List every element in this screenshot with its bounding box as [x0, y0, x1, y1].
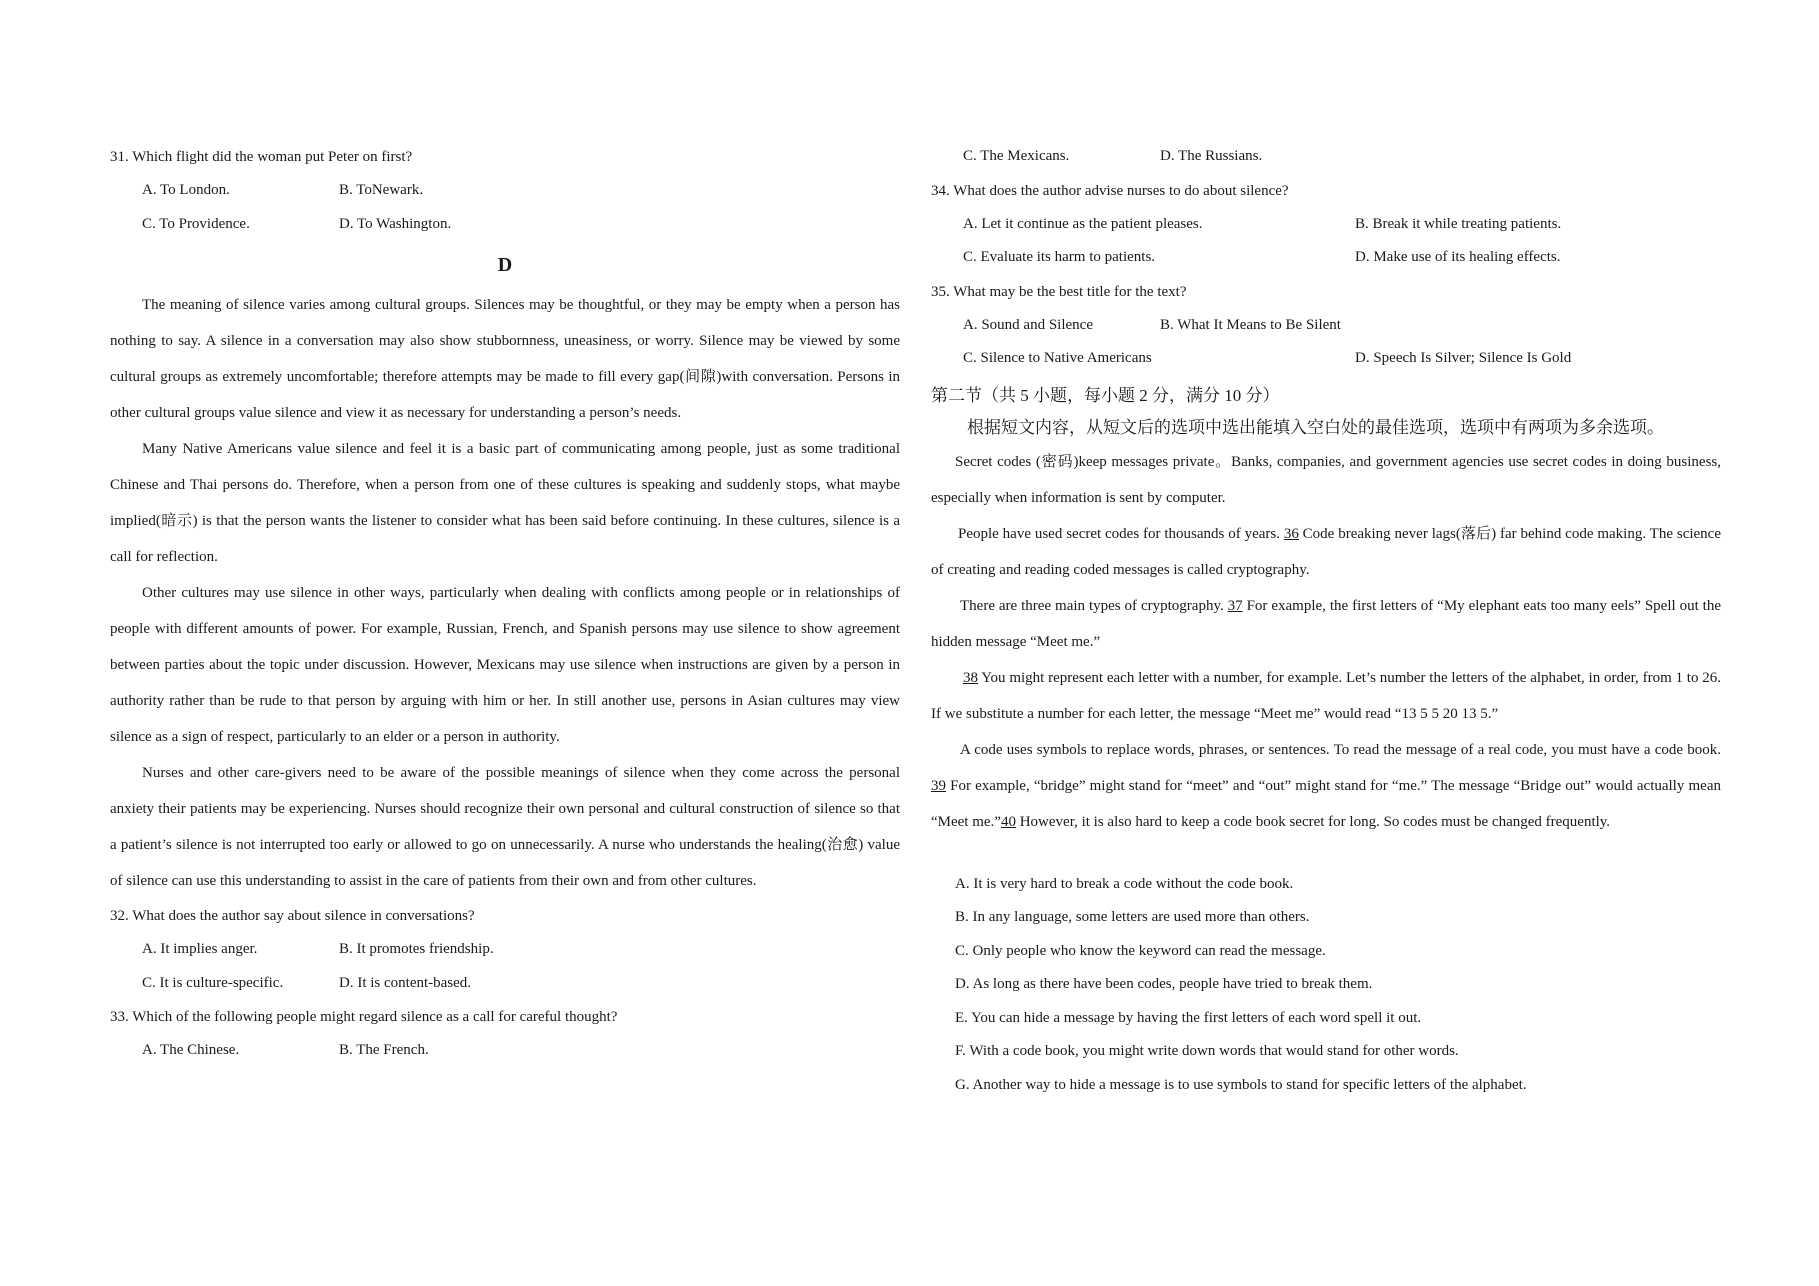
q32-option-c: C. It is culture-specific. [142, 974, 284, 991]
q34-option-c: C. Evaluate its harm to patients. [963, 249, 1156, 265]
q32-option-a: A. It implies anger. [142, 941, 258, 957]
question-32-stem: 32. What does the author say about silence in conversations? [110, 908, 475, 924]
cloze-p3-text-end: For example, the first letters of “My elephant eats too many eels” Spell out the hidden message “Meet me.” [931, 597, 1721, 650]
q31-option-d: D. To Washington. [339, 215, 452, 232]
answer-choices-list [931, 868, 1721, 1103]
section-2-title: 第二节（共 5 小题，每小题 2 分，满分 10 分） [931, 385, 1280, 405]
q35-option-d: D. Speech Is Silver; Silence Is Gold [1355, 350, 1572, 366]
q31-option-c: C. To Providence. [142, 215, 250, 232]
q35-option-c: C. Silence to Native Americans [963, 350, 1152, 366]
question-34-options-row-1 [931, 208, 1721, 242]
question-34-stem: 34. What does the author advise nurses to do about silence? [931, 182, 1289, 199]
passage-d-paragraph-2: Many Native Americans value silence and feel it is a basic part of communicating among people, just as some traditional Chinese and Thai persons do. Therefore, when a person from one of these cultures is speaking and suddenly stops, what maybe implied(暗示) is that the person wants the listener to consider what has been said before continuing. In these cultures, silence is a call for reflection. [110, 441, 900, 565]
cloze-paragraph-4 [931, 660, 1721, 732]
question-35-options-row-1 [931, 309, 1721, 343]
q32-option-b: B. It promotes friendship. [339, 941, 494, 957]
blank-37: 37 [1227, 597, 1243, 614]
section-2-instruction: 根据短文内容，从短文后的选项中选出能填入空白处的最佳选项，选项中有两项为多余选项。 [967, 417, 1664, 437]
choice-g: G. Another way to hide a message is to use symbols to stand for specific letters of the alphabet. [955, 1076, 1527, 1093]
cloze-p3-text-start: There are three main types of cryptography. [960, 597, 1228, 614]
q33-option-c: C. The Mexicans. [963, 148, 1070, 164]
question-33-options-row-1 [110, 1034, 900, 1068]
choice-e: E. You can hide a message by having the first letters of each word spell it out. [955, 1009, 1422, 1026]
question-31-options-row-2 [110, 208, 900, 242]
q32-option-d: D. It is content-based. [339, 974, 472, 991]
blank-36: 36 [1283, 525, 1299, 542]
question-32-options-row-2 [110, 967, 900, 1001]
blank-39: 39 [931, 777, 946, 794]
left-column [110, 140, 900, 1068]
cloze-p5-text-start: A code uses symbols to replace words, phrases, or sentences. To read the message of a real code, you must have a code book. [960, 741, 1721, 758]
question-33-stem: 33. Which of the following people might regard silence as a call for careful thought? [110, 1009, 618, 1025]
q35-option-b: B. What It Means to Be Silent [1160, 316, 1341, 333]
cloze-p2-text-start: People have used secret codes for thousands of years. [958, 525, 1284, 542]
choice-f: F. With a code book, you might write down words that would stand for other words. [955, 1043, 1459, 1059]
blank-38: 38 [963, 669, 978, 686]
q33-option-a: A. The Chinese. [142, 1042, 240, 1058]
question-32-options-row-1 [110, 933, 900, 967]
cloze-p5-text-middle: For example, “bridge” might stand for “meet” and “out” might stand for “me.” The message “Bridge out” would actually mean “Meet me.” [931, 777, 1721, 830]
cloze-p4-text: You might represent each letter with a number, for example. Let’s number the letters of the alphabet, in order, from 1 to 26. If we substitute a number for each letter, the message “Meet me” would read “13 5 5 20 13 5.” [931, 669, 1721, 722]
cloze-p2-text-end: Code breaking never lags(落后) far behind code making. The science of creating and reading coded messages is called cryptography. [931, 525, 1721, 578]
choice-a: A. It is very hard to break a code without the code book. [955, 875, 1294, 892]
q34-option-b: B. Break it while treating patients. [1355, 215, 1562, 232]
choice-c: C. Only people who know the keyword can read the message. [955, 942, 1326, 959]
q34-option-a: A. Let it continue as the patient pleases. [963, 215, 1203, 232]
question-33-options-row-2 [931, 140, 1721, 174]
choice-b: B. In any language, some letters are used more than others. [955, 909, 1310, 925]
question-35-options-row-2 [931, 342, 1721, 376]
right-column [931, 140, 1721, 1102]
question-35-stem: 35. What may be the best title for the text? [931, 283, 1187, 300]
question-34-options-row-2 [931, 241, 1721, 275]
q34-option-d: D. Make use of its healing effects. [1355, 249, 1561, 265]
passage-d-paragraph-4: Nurses and other care-givers need to be aware of the possible meanings of silence when they come across the personal anxiety their patients may be experiencing. Nurses should recognize their own personal and cultural construction of silence so that a patient’s silence is not interrupted too early or allowed to go on unnecessarily. A nurse who understands the healing(治愈) value of silence can use this understanding to assist in the care of patients from their own and from other cultures. [110, 765, 900, 889]
choice-d: D. As long as there have been codes, people have tried to break them. [955, 976, 1373, 992]
q35-option-a: A. Sound and Silence [963, 316, 1093, 333]
q33-option-b: B. The French. [339, 1042, 429, 1058]
cloze-paragraph-1: Secret codes (密码)keep messages private。Banks, companies, and government agencies use secret codes in doing business, especially when information is sent by computer. [931, 453, 1721, 506]
blank-40: 40 [1000, 813, 1016, 830]
q31-option-b: B. ToNewark. [339, 182, 424, 198]
passage-d-paragraph-3: Other cultures may use silence in other ways, particularly when dealing with conflicts among people or in relationships of people with different amounts of power. For example, Russian, French, and Spanish persons may use silence to show agreement between parties about the topic under discussion. However, Mexicans may use silence when instructions are given by a person in authority rather than be rude to that person by arguing with him or her. In still another use, persons in Asian cultures may view silence as a sign of respect, particularly to an elder or a person in authority. [110, 585, 900, 745]
passage-d-paragraph-1: The meaning of silence varies among cultural groups. Silences may be thoughtful, or they may be empty when a person has nothing to say. A silence in a conversation may also show stubbornness, uneasiness, or worry. Silence may be viewed by some cultural groups as extremely uncomfortable; therefore attempts may be made to fill every gap(间隙)with conversation. Persons in other cultural groups value silence and view it as necessary for understanding a person’s needs. [110, 297, 900, 421]
cloze-paragraph-3 [931, 588, 1721, 660]
q31-option-a: A. To London. [142, 182, 230, 198]
q33-option-d: D. The Russians. [1160, 148, 1263, 164]
cloze-paragraph-5 [931, 732, 1721, 840]
cloze-paragraph-2 [931, 516, 1721, 588]
question-31-stem: 31. Which flight did the woman put Peter on first? [110, 149, 413, 165]
cloze-p5-text-end: However, it is also hard to keep a code book secret for long. So codes must be changed frequently. [1015, 813, 1611, 830]
passage-d-heading: D [497, 254, 513, 276]
question-31-options-row-1 [110, 174, 900, 208]
